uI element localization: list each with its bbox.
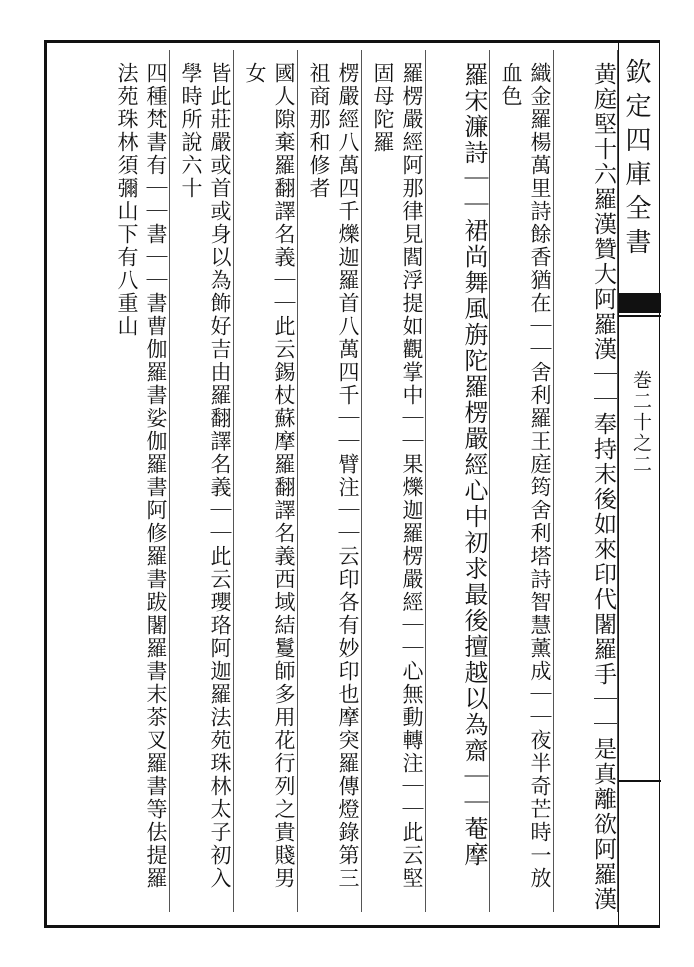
lower-rule [619, 780, 661, 782]
text-column-1 [560, 50, 618, 912]
text-column-4 [368, 50, 426, 912]
column-text: 楞嚴經八萬四千爍迦羅首八萬四千｜｜臂注｜｜云印各有妙印也摩突羅傳燈錄第三祖商那和修者 [307, 62, 360, 890]
text-column-3 [432, 50, 490, 912]
text-column-6 [240, 50, 298, 912]
column-text: 羅宋濂詩｜｜裙尚舞風旃陀羅楞嚴經心中初求最後擅越以為齋｜｜菴摩 [460, 62, 488, 868]
text-column-2 [496, 50, 554, 912]
fish-tail-mark [619, 293, 661, 313]
text-column-8 [112, 50, 170, 912]
banxin-title: 欽定四庫全書 [621, 58, 651, 262]
fold-line [619, 315, 661, 321]
column-text: 皆此莊嚴或首或身以為飾好吉由羅翻譯名義｜｜此云瓔珞阿迦羅法苑珠林太子初入學時所說六十 [179, 62, 232, 890]
text-column-7 [176, 50, 234, 912]
column-text: 織金羅楊萬里詩餘香猶在｜｜舍利羅王庭筠舍利塔詩智慧薰成｜｜夜半奇芒時一放血色 [499, 62, 552, 890]
volume-number: 巻二十之二 [630, 370, 652, 475]
column-text: 國人隙棄羅翻譯名義｜｜此云錫杖蘇摩羅翻譯名義西域結鬘師多用花行列之貴賤男女 [243, 62, 296, 890]
column-text: 羅楞嚴經阿那律見閻浮提如觀掌中｜｜果爍迦羅楞嚴經｜｜心無動轉注｜｜此云堅固母陀羅 [371, 62, 424, 890]
column-text: 四種梵書有｜｜書｜｜書曹伽羅書娑伽羅書阿修羅書跋闍羅書末茶叉羅書等佉提羅法苑珠林須彌山下有八重山 [115, 62, 168, 890]
column-text: 黄庭堅十六羅漢贊大阿羅漢｜｜奉持末後如來印代闍羅手｜｜是真離欲阿羅漢 [590, 62, 616, 912]
banxin-margin [618, 40, 660, 928]
text-column-5 [304, 50, 362, 912]
